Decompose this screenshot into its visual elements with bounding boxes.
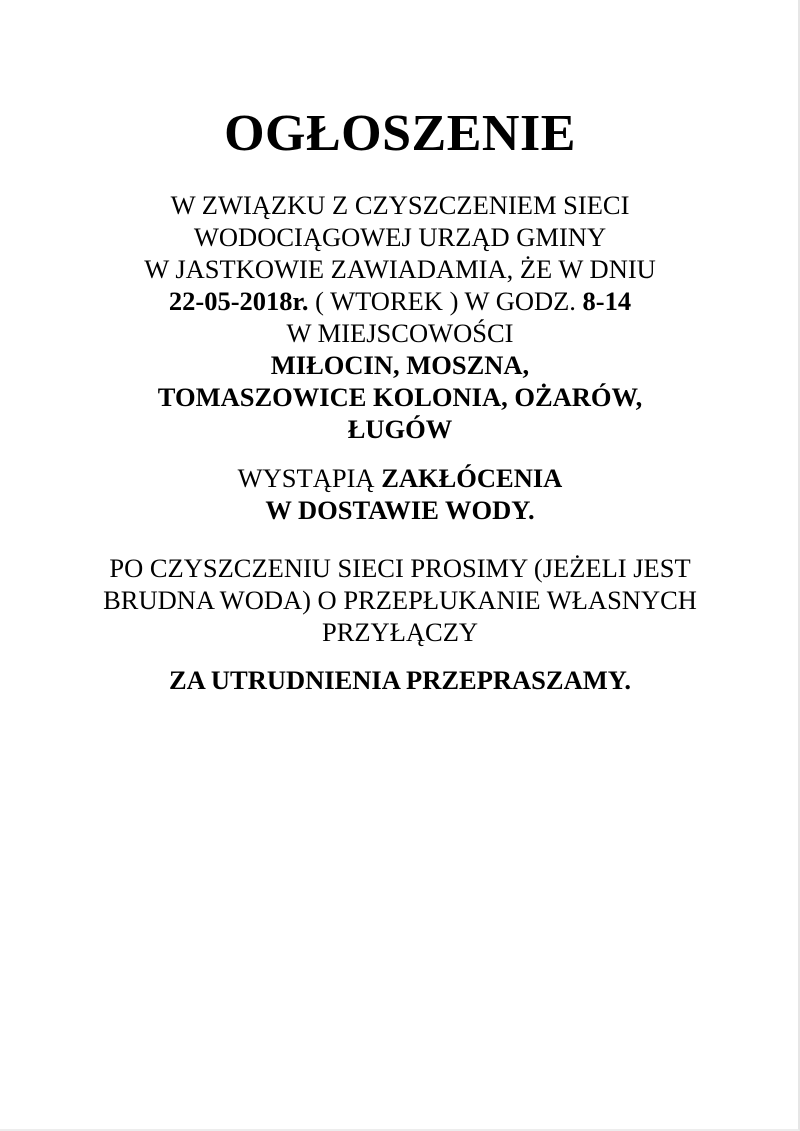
notice-day: ( WTOREK ) W GODZ. — [308, 286, 583, 316]
localities-line-1: MIŁOCIN, MOSZNA, — [270, 350, 530, 380]
disruption-line-1 — [0, 462, 800, 494]
notice-date: 22-05-2018r. — [168, 286, 309, 316]
intro-line-5: W MIEJSCOWOŚCI — [286, 318, 514, 348]
localities-line-2: TOMASZOWICE KOLONIA, OŻARÓW, — [157, 382, 643, 412]
notice-hours: 8-14 — [582, 286, 632, 316]
disruption-emphasis: ZAKŁÓCENIA — [381, 463, 563, 493]
intro-line-2: WODOCIĄGOWEJ URZĄD GMINY — [193, 222, 607, 252]
request-line-1: PO CZYSZCZENIU SIECI PROSIMY (JEŻELI JEST — [109, 553, 691, 583]
date-line — [0, 285, 800, 317]
intro-line-3: W JASTKOWIE ZAWIADAMIA, ŻE W DNIU — [144, 254, 656, 284]
request-line-3: PRZYŁĄCZY — [321, 617, 479, 647]
disruption-line-2: W DOSTAWIE WODY. — [265, 495, 535, 525]
intro-line-1: W ZWIĄZKU Z CZYSZCZENIEM SIECI — [170, 190, 630, 220]
notice-title: OGŁOSZENIE — [224, 105, 576, 162]
request-line-2: BRUDNA WODA) O PRZEPŁUKANIE WŁASNYCH — [103, 585, 697, 615]
disruption-prefix: WYSTĄPIĄ — [237, 463, 382, 493]
apology-line: ZA UTRUDNIENIA PRZEPRASZAMY. — [168, 665, 632, 695]
localities-line-3: ŁUGÓW — [347, 414, 453, 444]
